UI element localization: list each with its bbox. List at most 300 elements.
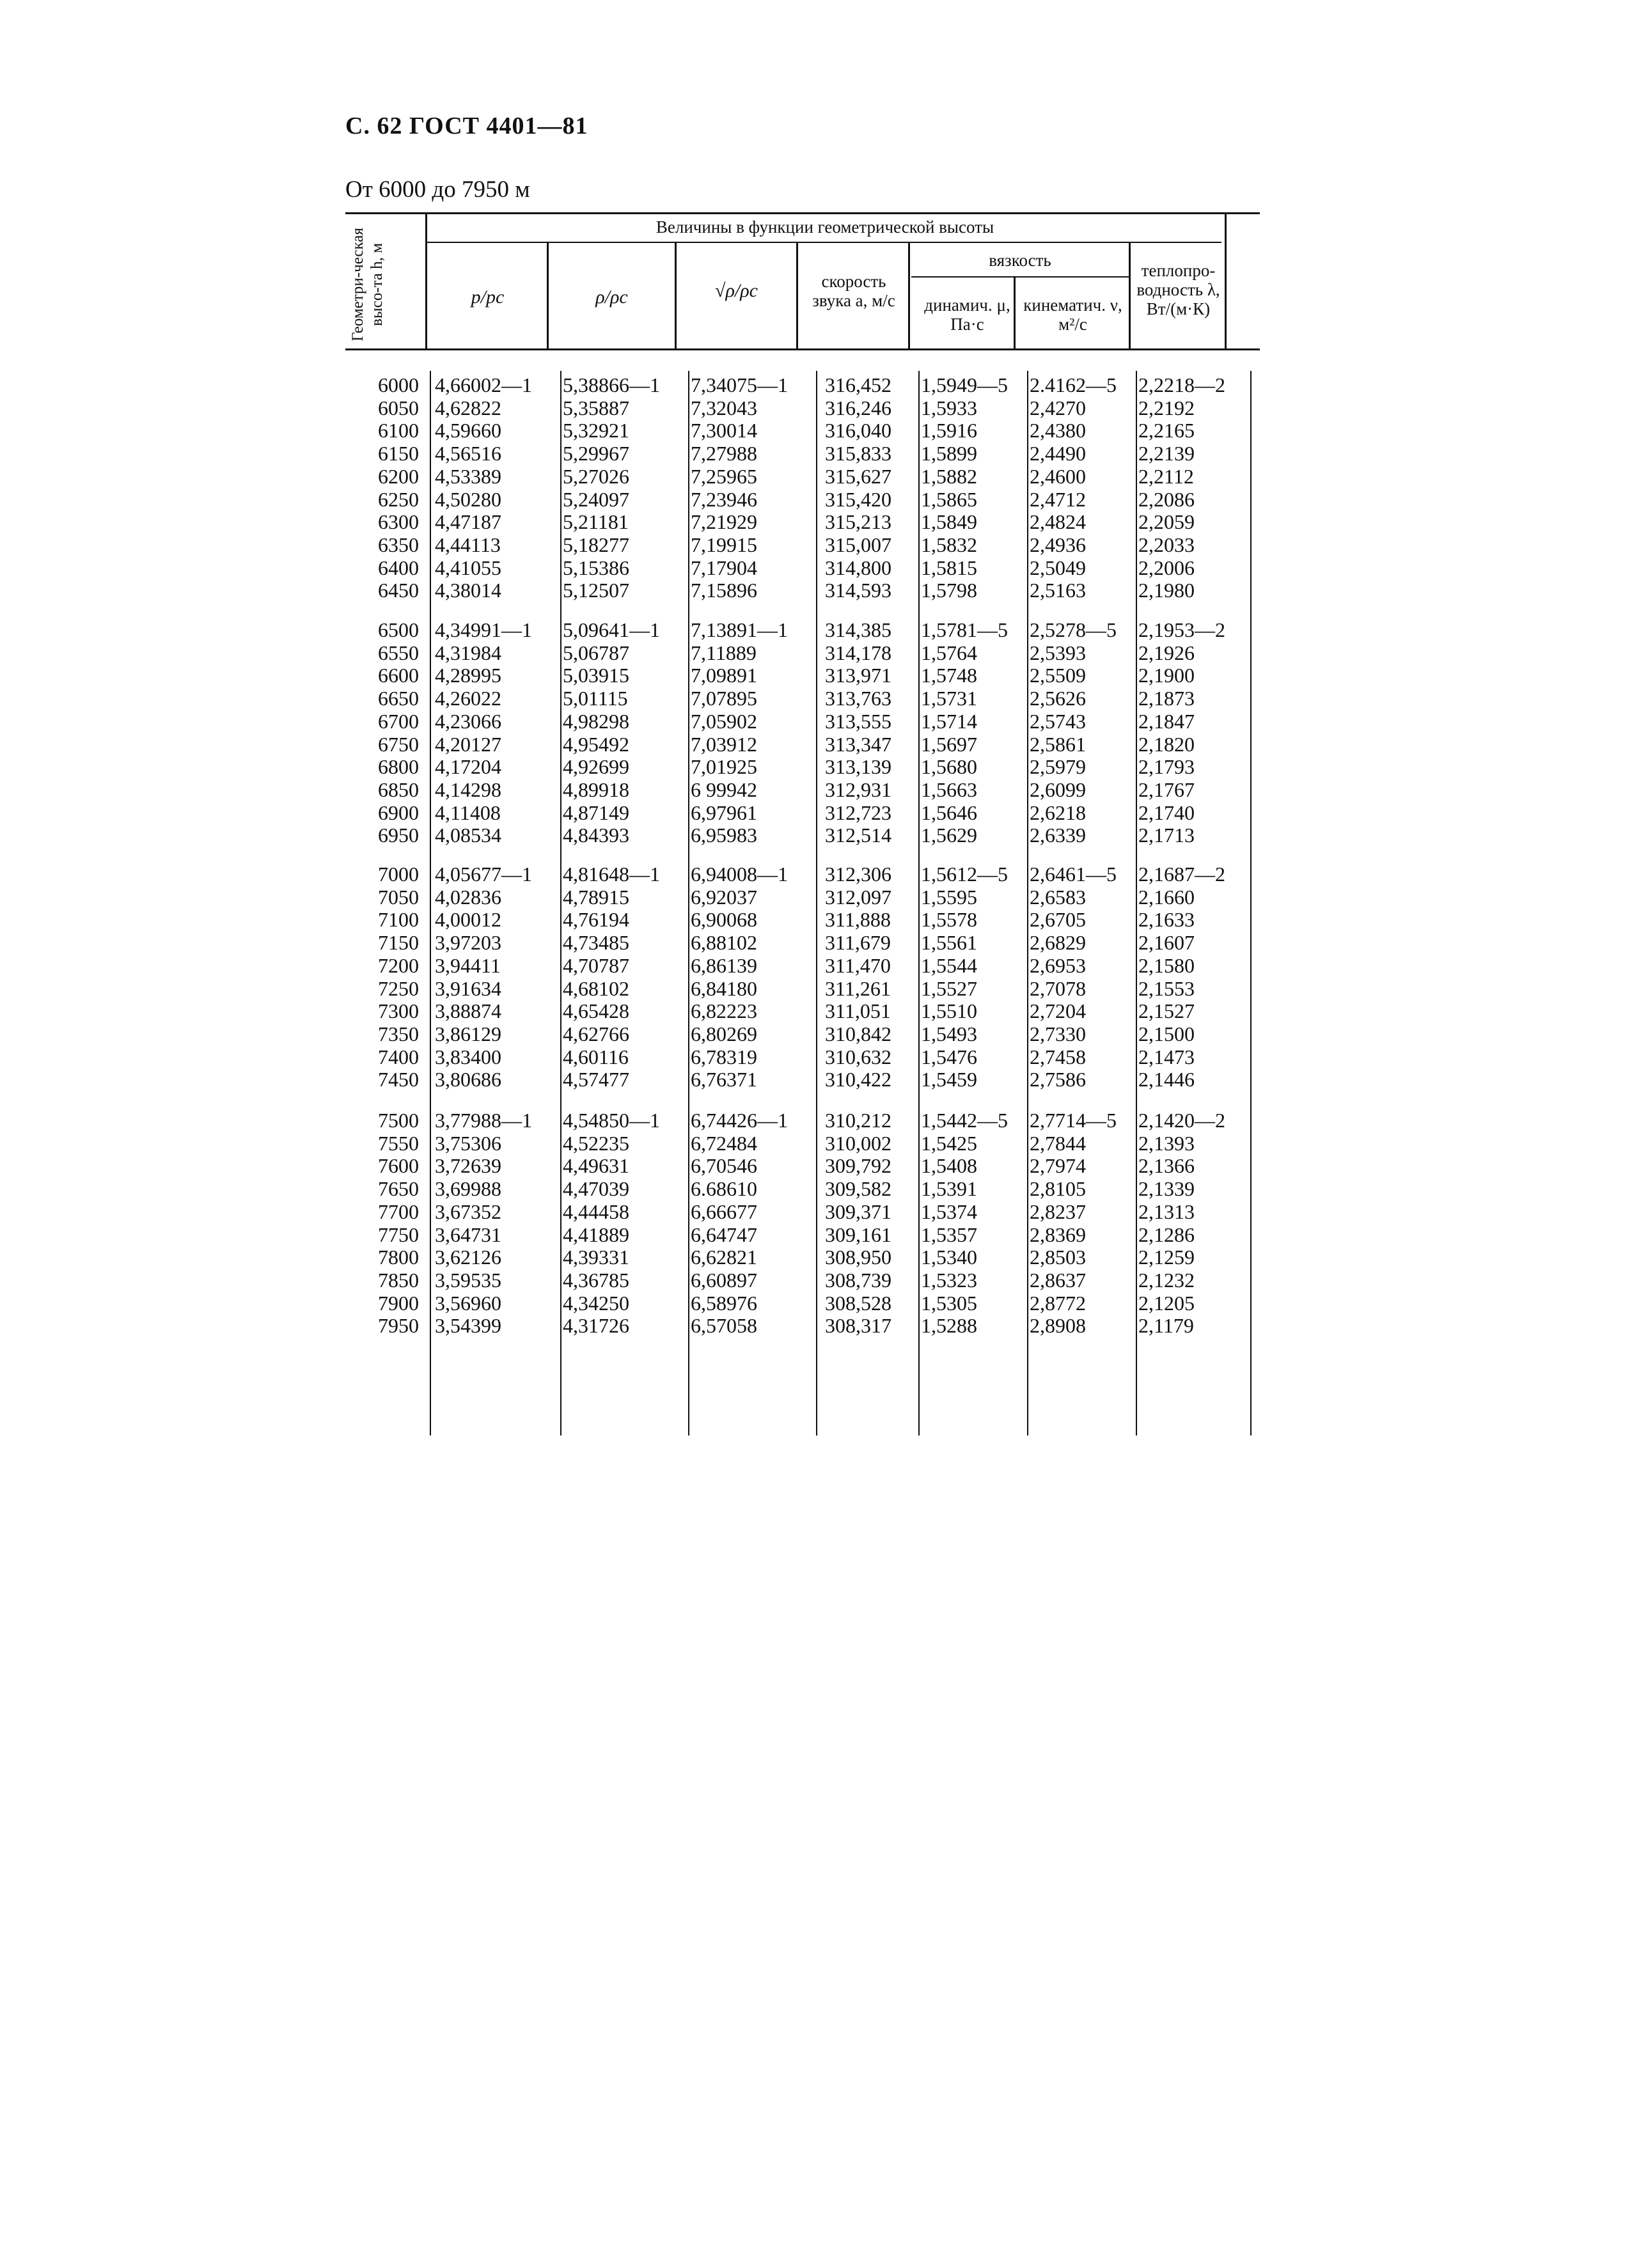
cell-sqrt-density-ratio: 7,11889 [691, 641, 757, 664]
cell-thermal-conductivity: 2,1900 [1138, 664, 1195, 687]
cell-density-ratio: 4,57477 [563, 1068, 629, 1091]
cell-dynamic-viscosity: 1,5340 [921, 1246, 977, 1269]
cell-density-ratio: 4,65428 [563, 999, 629, 1023]
cell-sound-speed: 309,161 [825, 1223, 891, 1246]
cell-height: 7250 [378, 976, 419, 1000]
cell-sound-speed: 315,213 [825, 510, 891, 534]
cell-thermal-conductivity: 2,1607 [1138, 931, 1195, 955]
cell-kinematic-viscosity: 2,8772 [1030, 1291, 1086, 1315]
cell-kinematic-viscosity: 2,6099 [1030, 778, 1086, 801]
cell-density-ratio: 4,62766 [563, 1022, 629, 1045]
header-divider-4 [908, 243, 910, 348]
table-row [0, 1315, 1279, 1337]
sqrt-density-ratio-header: √ρ/ρс [715, 280, 758, 301]
table-row [0, 489, 1279, 511]
cell-sqrt-density-ratio: 7,05902 [691, 709, 757, 733]
cell-sqrt-density-ratio: 6,58976 [691, 1291, 757, 1315]
cell-sound-speed: 308,317 [825, 1314, 891, 1338]
cell-sqrt-density-ratio: 7,13891—1 [691, 618, 788, 641]
cell-height: 7450 [378, 1068, 419, 1091]
cell-thermal-conductivity: 2,1767 [1138, 778, 1195, 801]
table-row [0, 687, 1279, 710]
group-title: Величины в функции геометрической высоты [655, 217, 994, 237]
cell-kinematic-viscosity: 2,8369 [1030, 1223, 1086, 1246]
cell-sound-speed: 311,470 [825, 953, 891, 977]
cell-dynamic-viscosity: 1,5714 [921, 709, 977, 733]
cell-thermal-conductivity: 2,2192 [1138, 396, 1195, 419]
cell-pressure-ratio: 3,54399 [435, 1314, 501, 1338]
cell-dynamic-viscosity: 1,5493 [921, 1022, 977, 1045]
cell-thermal-conductivity: 2,2218—2 [1138, 373, 1225, 396]
cell-height: 6550 [378, 641, 419, 664]
cell-height: 7750 [378, 1223, 419, 1246]
cell-density-ratio: 5,21181 [563, 510, 629, 534]
cell-height: 7600 [378, 1154, 419, 1178]
cell-dynamic-viscosity: 1,5832 [921, 533, 977, 556]
cell-thermal-conductivity: 2,1713 [1138, 824, 1195, 847]
header-divider-6 [1129, 243, 1131, 348]
cell-pressure-ratio: 4,28995 [435, 664, 501, 687]
cell-sound-speed: 309,371 [825, 1200, 891, 1223]
cell-kinematic-viscosity: 2,8637 [1030, 1268, 1086, 1292]
cell-thermal-conductivity: 2,1793 [1138, 755, 1195, 779]
cell-density-ratio: 4,95492 [563, 732, 629, 756]
cell-height: 6900 [378, 801, 419, 824]
cell-density-ratio: 5,35887 [563, 396, 629, 419]
cell-height: 6650 [378, 687, 419, 710]
cell-kinematic-viscosity: 2,5393 [1030, 641, 1086, 664]
cell-pressure-ratio: 4,44113 [435, 533, 501, 556]
cell-pressure-ratio: 4,34991—1 [435, 618, 532, 641]
table-row [0, 419, 1279, 442]
cell-height: 6500 [378, 618, 419, 641]
cell-pressure-ratio: 4,66002—1 [435, 373, 532, 396]
cell-height: 7100 [378, 908, 419, 932]
cell-sound-speed: 314,593 [825, 579, 891, 602]
cell-sqrt-density-ratio: 7,34075—1 [691, 373, 788, 396]
table-row [0, 511, 1279, 533]
cell-sound-speed: 308,739 [825, 1268, 891, 1292]
table-row [0, 664, 1279, 687]
cell-kinematic-viscosity: 2,7844 [1030, 1131, 1086, 1155]
density-ratio-header: ρ/ρс [595, 286, 628, 308]
cell-dynamic-viscosity: 1,5731 [921, 687, 977, 710]
cell-dynamic-viscosity: 1,5459 [921, 1068, 977, 1091]
cell-sqrt-density-ratio: 6,78319 [691, 1045, 757, 1068]
cell-density-ratio: 5,06787 [563, 641, 629, 664]
cell-dynamic-viscosity: 1,5561 [921, 931, 977, 955]
cell-sqrt-density-ratio: 6,57058 [691, 1314, 757, 1338]
cell-kinematic-viscosity: 2,4936 [1030, 533, 1086, 556]
cell-thermal-conductivity: 2,2033 [1138, 533, 1195, 556]
cell-pressure-ratio: 3,69988 [435, 1177, 501, 1201]
header-divider-5 [1014, 276, 1016, 348]
cell-sound-speed: 312,306 [825, 863, 891, 886]
cell-sound-speed: 316,452 [825, 373, 891, 396]
cell-dynamic-viscosity: 1,5305 [921, 1291, 977, 1315]
kinematic-viscosity-header: кинематич. ν, м²/с [1023, 295, 1122, 334]
cell-sqrt-density-ratio: 7,32043 [691, 396, 757, 419]
cell-height: 7700 [378, 1200, 419, 1223]
cell-dynamic-viscosity: 1,5595 [921, 885, 977, 909]
cell-density-ratio: 5,03915 [563, 664, 629, 687]
cell-dynamic-viscosity: 1,5815 [921, 556, 977, 579]
cell-density-ratio: 5,29967 [563, 442, 629, 465]
cell-thermal-conductivity: 2,1339 [1138, 1177, 1195, 1201]
cell-thermal-conductivity: 2,2059 [1138, 510, 1195, 534]
cell-thermal-conductivity: 2,1847 [1138, 709, 1195, 733]
cell-thermal-conductivity: 2,1527 [1138, 999, 1195, 1023]
table-top-rule [345, 212, 1260, 214]
cell-height: 6250 [378, 487, 419, 511]
cell-sqrt-density-ratio: 7,09891 [691, 664, 757, 687]
cell-sqrt-density-ratio: 6,60897 [691, 1268, 757, 1292]
cell-kinematic-viscosity: 2,8503 [1030, 1246, 1086, 1269]
cell-kinematic-viscosity: 2,6829 [1030, 931, 1086, 955]
cell-sqrt-density-ratio: 6,90068 [691, 908, 757, 932]
cell-pressure-ratio: 4,31984 [435, 641, 501, 664]
cell-density-ratio: 5,32921 [563, 419, 629, 442]
cell-sqrt-density-ratio: 6,76371 [691, 1068, 757, 1091]
cell-pressure-ratio: 4,26022 [435, 687, 501, 710]
cell-thermal-conductivity: 2,1580 [1138, 953, 1195, 977]
table-row [0, 978, 1279, 1000]
table-row [0, 1068, 1279, 1091]
table-row [0, 932, 1279, 954]
table-row [0, 1132, 1279, 1155]
cell-dynamic-viscosity: 1,5288 [921, 1314, 977, 1338]
cell-sound-speed: 313,139 [825, 755, 891, 779]
table-row [0, 374, 1279, 396]
cell-height: 7150 [378, 931, 419, 955]
cell-sound-speed: 310,212 [825, 1109, 891, 1132]
cell-density-ratio: 5,01115 [563, 687, 628, 710]
table-row [0, 1109, 1279, 1132]
cell-thermal-conductivity: 2,1660 [1138, 885, 1195, 909]
table-row [0, 1224, 1279, 1246]
cell-thermal-conductivity: 2,2086 [1138, 487, 1195, 511]
cell-pressure-ratio: 3,91634 [435, 976, 501, 1000]
cell-dynamic-viscosity: 1,5663 [921, 778, 977, 801]
table-row [0, 557, 1279, 579]
cell-kinematic-viscosity: 2,5278—5 [1030, 618, 1117, 641]
cell-sound-speed: 310,842 [825, 1022, 891, 1045]
cell-thermal-conductivity: 2,1179 [1138, 1314, 1194, 1338]
cell-kinematic-viscosity: 2,5509 [1030, 664, 1086, 687]
cell-sqrt-density-ratio: 6 99942 [691, 778, 757, 801]
cell-sqrt-density-ratio: 6,82223 [691, 999, 757, 1023]
cell-pressure-ratio: 4,38014 [435, 579, 501, 602]
cell-dynamic-viscosity: 1,5544 [921, 953, 977, 977]
cell-pressure-ratio: 3,86129 [435, 1022, 501, 1045]
cell-sqrt-density-ratio: 6.68610 [691, 1177, 757, 1201]
cell-kinematic-viscosity: 2,7458 [1030, 1045, 1086, 1068]
cell-sound-speed: 309,582 [825, 1177, 891, 1201]
cell-sound-speed: 312,097 [825, 885, 891, 909]
cell-kinematic-viscosity: 2,6583 [1030, 885, 1086, 909]
cell-pressure-ratio: 3,72639 [435, 1154, 501, 1178]
cell-sqrt-density-ratio: 6,84180 [691, 976, 757, 1000]
cell-height: 7900 [378, 1291, 419, 1315]
cell-sound-speed: 309,792 [825, 1154, 891, 1178]
cell-density-ratio: 4,92699 [563, 755, 629, 779]
page-header: С. 62 ГОСТ 4401—81 [345, 113, 588, 139]
cell-sound-speed: 311,051 [825, 999, 891, 1023]
cell-height: 7200 [378, 953, 419, 977]
cell-kinematic-viscosity: 2,7330 [1030, 1022, 1086, 1045]
cell-dynamic-viscosity: 1,5680 [921, 755, 977, 779]
table-row [0, 886, 1279, 909]
cell-kinematic-viscosity: 2,4712 [1030, 487, 1086, 511]
cell-dynamic-viscosity: 1,5391 [921, 1177, 977, 1201]
cell-pressure-ratio: 4,20127 [435, 732, 501, 756]
cell-density-ratio: 4,81648—1 [563, 863, 660, 886]
cell-kinematic-viscosity: 2,7078 [1030, 976, 1086, 1000]
cell-pressure-ratio: 4,11408 [435, 801, 501, 824]
cell-thermal-conductivity: 2,2139 [1138, 442, 1195, 465]
cell-density-ratio: 4,76194 [563, 908, 629, 932]
cell-dynamic-viscosity: 1,5949—5 [921, 373, 1008, 396]
cell-height: 6600 [378, 664, 419, 687]
cell-thermal-conductivity: 2,1740 [1138, 801, 1195, 824]
cell-height: 7050 [378, 885, 419, 909]
sound-speed-header: скорость звука a, м/с [812, 272, 895, 310]
cell-kinematic-viscosity: 2,5979 [1030, 755, 1086, 779]
cell-dynamic-viscosity: 1,5781—5 [921, 618, 1008, 641]
cell-pressure-ratio: 4,53389 [435, 464, 501, 488]
cell-thermal-conductivity: 2,2165 [1138, 419, 1195, 442]
table-row [0, 534, 1279, 556]
cell-thermal-conductivity: 2,1205 [1138, 1291, 1195, 1315]
cell-pressure-ratio: 4,59660 [435, 419, 501, 442]
cell-density-ratio: 4,34250 [563, 1291, 629, 1315]
cell-density-ratio: 4,36785 [563, 1268, 629, 1292]
cell-dynamic-viscosity: 1,5374 [921, 1200, 977, 1223]
table-row [0, 1246, 1279, 1269]
cell-pressure-ratio: 4,23066 [435, 709, 501, 733]
cell-kinematic-viscosity: 2,6218 [1030, 801, 1086, 824]
cell-kinematic-viscosity: 2.4162—5 [1030, 373, 1117, 396]
cell-pressure-ratio: 4,02836 [435, 885, 501, 909]
cell-sound-speed: 308,528 [825, 1291, 891, 1315]
cell-kinematic-viscosity: 2,8105 [1030, 1177, 1086, 1201]
cell-kinematic-viscosity: 2,6953 [1030, 953, 1086, 977]
viscosity-rule [911, 276, 1129, 278]
cell-height: 7400 [378, 1045, 419, 1068]
cell-density-ratio: 4,78915 [563, 885, 629, 909]
cell-dynamic-viscosity: 1,5899 [921, 442, 977, 465]
table-row [0, 465, 1279, 488]
cell-thermal-conductivity: 2,1687—2 [1138, 863, 1225, 886]
cell-thermal-conductivity: 2,2112 [1138, 464, 1194, 488]
cell-sound-speed: 312,931 [825, 778, 891, 801]
table-row [0, 779, 1279, 801]
cell-sqrt-density-ratio: 7,30014 [691, 419, 757, 442]
cell-pressure-ratio: 3,62126 [435, 1246, 501, 1269]
cell-sound-speed: 315,420 [825, 487, 891, 511]
cell-height: 6450 [378, 579, 419, 602]
cell-sqrt-density-ratio: 7,21929 [691, 510, 757, 534]
viscosity-header: вязкость [989, 251, 1051, 270]
cell-thermal-conductivity: 2,1446 [1138, 1068, 1195, 1091]
header-divider-right [1225, 212, 1227, 348]
cell-density-ratio: 4,54850—1 [563, 1109, 660, 1132]
table-row [0, 1201, 1279, 1223]
table-row [0, 1178, 1279, 1200]
cell-sqrt-density-ratio: 6,88102 [691, 931, 757, 955]
cell-sqrt-density-ratio: 7,23946 [691, 487, 757, 511]
table-row [0, 619, 1279, 641]
cell-sqrt-density-ratio: 7,17904 [691, 556, 757, 579]
cell-sqrt-density-ratio: 6,66677 [691, 1200, 757, 1223]
cell-thermal-conductivity: 2,2006 [1138, 556, 1195, 579]
cell-kinematic-viscosity: 2,7974 [1030, 1154, 1086, 1178]
cell-sqrt-density-ratio: 7,07895 [691, 687, 757, 710]
cell-dynamic-viscosity: 1,5442—5 [921, 1109, 1008, 1132]
cell-sqrt-density-ratio: 6,80269 [691, 1022, 757, 1045]
cell-sqrt-density-ratio: 7,25965 [691, 464, 757, 488]
cell-sqrt-density-ratio: 7,27988 [691, 442, 757, 465]
cell-thermal-conductivity: 2,1553 [1138, 976, 1195, 1000]
cell-dynamic-viscosity: 1,5849 [921, 510, 977, 534]
cell-pressure-ratio: 4,47187 [435, 510, 501, 534]
cell-height: 7850 [378, 1268, 419, 1292]
cell-sound-speed: 315,833 [825, 442, 891, 465]
cell-pressure-ratio: 3,94411 [435, 953, 501, 977]
cell-sound-speed: 314,385 [825, 618, 891, 641]
cell-sound-speed: 314,800 [825, 556, 891, 579]
cell-kinematic-viscosity: 2,7204 [1030, 999, 1086, 1023]
cell-sqrt-density-ratio: 7,19915 [691, 533, 757, 556]
cell-thermal-conductivity: 2,1500 [1138, 1022, 1195, 1045]
cell-dynamic-viscosity: 1,5697 [921, 732, 977, 756]
cell-density-ratio: 5,24097 [563, 487, 629, 511]
table-row [0, 733, 1279, 756]
cell-dynamic-viscosity: 1,5798 [921, 579, 977, 602]
cell-density-ratio: 4,84393 [563, 824, 629, 847]
cell-dynamic-viscosity: 1,5629 [921, 824, 977, 847]
cell-sqrt-density-ratio: 6,86139 [691, 953, 757, 977]
cell-density-ratio: 5,12507 [563, 579, 629, 602]
table-row [0, 1269, 1279, 1292]
cell-dynamic-viscosity: 1,5612—5 [921, 863, 1008, 886]
cell-dynamic-viscosity: 1,5578 [921, 908, 977, 932]
cell-sound-speed: 308,950 [825, 1246, 891, 1269]
group-title-rule [425, 242, 1221, 243]
cell-density-ratio: 4,44458 [563, 1200, 629, 1223]
cell-thermal-conductivity: 2,1366 [1138, 1154, 1195, 1178]
table-row [0, 642, 1279, 664]
cell-sound-speed: 311,888 [825, 908, 891, 932]
cell-height: 6000 [378, 373, 419, 396]
cell-kinematic-viscosity: 2,5163 [1030, 579, 1086, 602]
table-row [0, 824, 1279, 847]
cell-kinematic-viscosity: 2,8237 [1030, 1200, 1086, 1223]
table-row [0, 710, 1279, 733]
cell-density-ratio: 4,41889 [563, 1223, 629, 1246]
cell-kinematic-viscosity: 2,5743 [1030, 709, 1086, 733]
cell-height: 6050 [378, 396, 419, 419]
cell-height: 7300 [378, 999, 419, 1023]
cell-pressure-ratio: 3,64731 [435, 1223, 501, 1246]
cell-sound-speed: 311,261 [825, 976, 891, 1000]
cell-sqrt-density-ratio: 6,70546 [691, 1154, 757, 1178]
cell-sound-speed: 313,347 [825, 732, 891, 756]
cell-pressure-ratio: 4,50280 [435, 487, 501, 511]
cell-kinematic-viscosity: 2,4824 [1030, 510, 1086, 534]
cell-thermal-conductivity: 2,1286 [1138, 1223, 1195, 1246]
cell-density-ratio: 4,68102 [563, 976, 629, 1000]
cell-height: 6300 [378, 510, 419, 534]
cell-pressure-ratio: 3,97203 [435, 931, 501, 955]
cell-sqrt-density-ratio: 6,64747 [691, 1223, 757, 1246]
thermal-conductivity-header: теплопро-водность λ, Вт/(м·К) [1136, 261, 1220, 318]
cell-dynamic-viscosity: 1,5764 [921, 641, 977, 664]
cell-dynamic-viscosity: 1,5323 [921, 1268, 977, 1292]
cell-kinematic-viscosity: 2,4270 [1030, 396, 1086, 419]
cell-sqrt-density-ratio: 7,03912 [691, 732, 757, 756]
cell-dynamic-viscosity: 1,5408 [921, 1154, 977, 1178]
cell-pressure-ratio: 3,59535 [435, 1268, 501, 1292]
cell-density-ratio: 4,98298 [563, 709, 629, 733]
cell-pressure-ratio: 3,75306 [435, 1131, 501, 1155]
cell-sound-speed: 310,632 [825, 1045, 891, 1068]
cell-dynamic-viscosity: 1,5882 [921, 464, 977, 488]
cell-height: 6150 [378, 442, 419, 465]
cell-height: 7000 [378, 863, 419, 886]
cell-height: 7950 [378, 1314, 419, 1338]
table-range-caption: От 6000 до 7950 м [345, 176, 530, 203]
cell-dynamic-viscosity: 1,5425 [921, 1131, 977, 1155]
cell-density-ratio: 4,73485 [563, 931, 629, 955]
cell-density-ratio: 4,60116 [563, 1045, 629, 1068]
cell-sqrt-density-ratio: 6,74426—1 [691, 1109, 788, 1132]
cell-height: 6850 [378, 778, 419, 801]
cell-density-ratio: 5,18277 [563, 533, 629, 556]
cell-height: 6700 [378, 709, 419, 733]
cell-thermal-conductivity: 2,1926 [1138, 641, 1195, 664]
cell-thermal-conductivity: 2,1313 [1138, 1200, 1195, 1223]
cell-pressure-ratio: 4,41055 [435, 556, 501, 579]
cell-height: 7350 [378, 1022, 419, 1045]
cell-pressure-ratio: 4,00012 [435, 908, 501, 932]
cell-thermal-conductivity: 2,1259 [1138, 1246, 1195, 1269]
cell-pressure-ratio: 4,05677—1 [435, 863, 532, 886]
cell-density-ratio: 4,89918 [563, 778, 629, 801]
cell-kinematic-viscosity: 2,4600 [1030, 464, 1086, 488]
cell-density-ratio: 4,39331 [563, 1246, 629, 1269]
cell-dynamic-viscosity: 1,5527 [921, 976, 977, 1000]
cell-dynamic-viscosity: 1,5510 [921, 999, 977, 1023]
cell-thermal-conductivity: 2,1393 [1138, 1131, 1195, 1155]
cell-dynamic-viscosity: 1,5916 [921, 419, 977, 442]
cell-height: 6400 [378, 556, 419, 579]
cell-thermal-conductivity: 2,1820 [1138, 732, 1195, 756]
cell-kinematic-viscosity: 2,6461—5 [1030, 863, 1117, 886]
cell-kinematic-viscosity: 2,5049 [1030, 556, 1086, 579]
cell-sound-speed: 315,627 [825, 464, 891, 488]
cell-pressure-ratio: 3,67352 [435, 1200, 501, 1223]
cell-sqrt-density-ratio: 6,62821 [691, 1246, 757, 1269]
cell-kinematic-viscosity: 2,7586 [1030, 1068, 1086, 1091]
cell-pressure-ratio: 3,88874 [435, 999, 501, 1023]
cell-thermal-conductivity: 2,1980 [1138, 579, 1195, 602]
cell-thermal-conductivity: 2,1473 [1138, 1045, 1195, 1068]
table-row [0, 802, 1279, 824]
cell-pressure-ratio: 3,77988—1 [435, 1109, 532, 1132]
cell-density-ratio: 5,09641—1 [563, 618, 660, 641]
cell-sound-speed: 312,723 [825, 801, 891, 824]
